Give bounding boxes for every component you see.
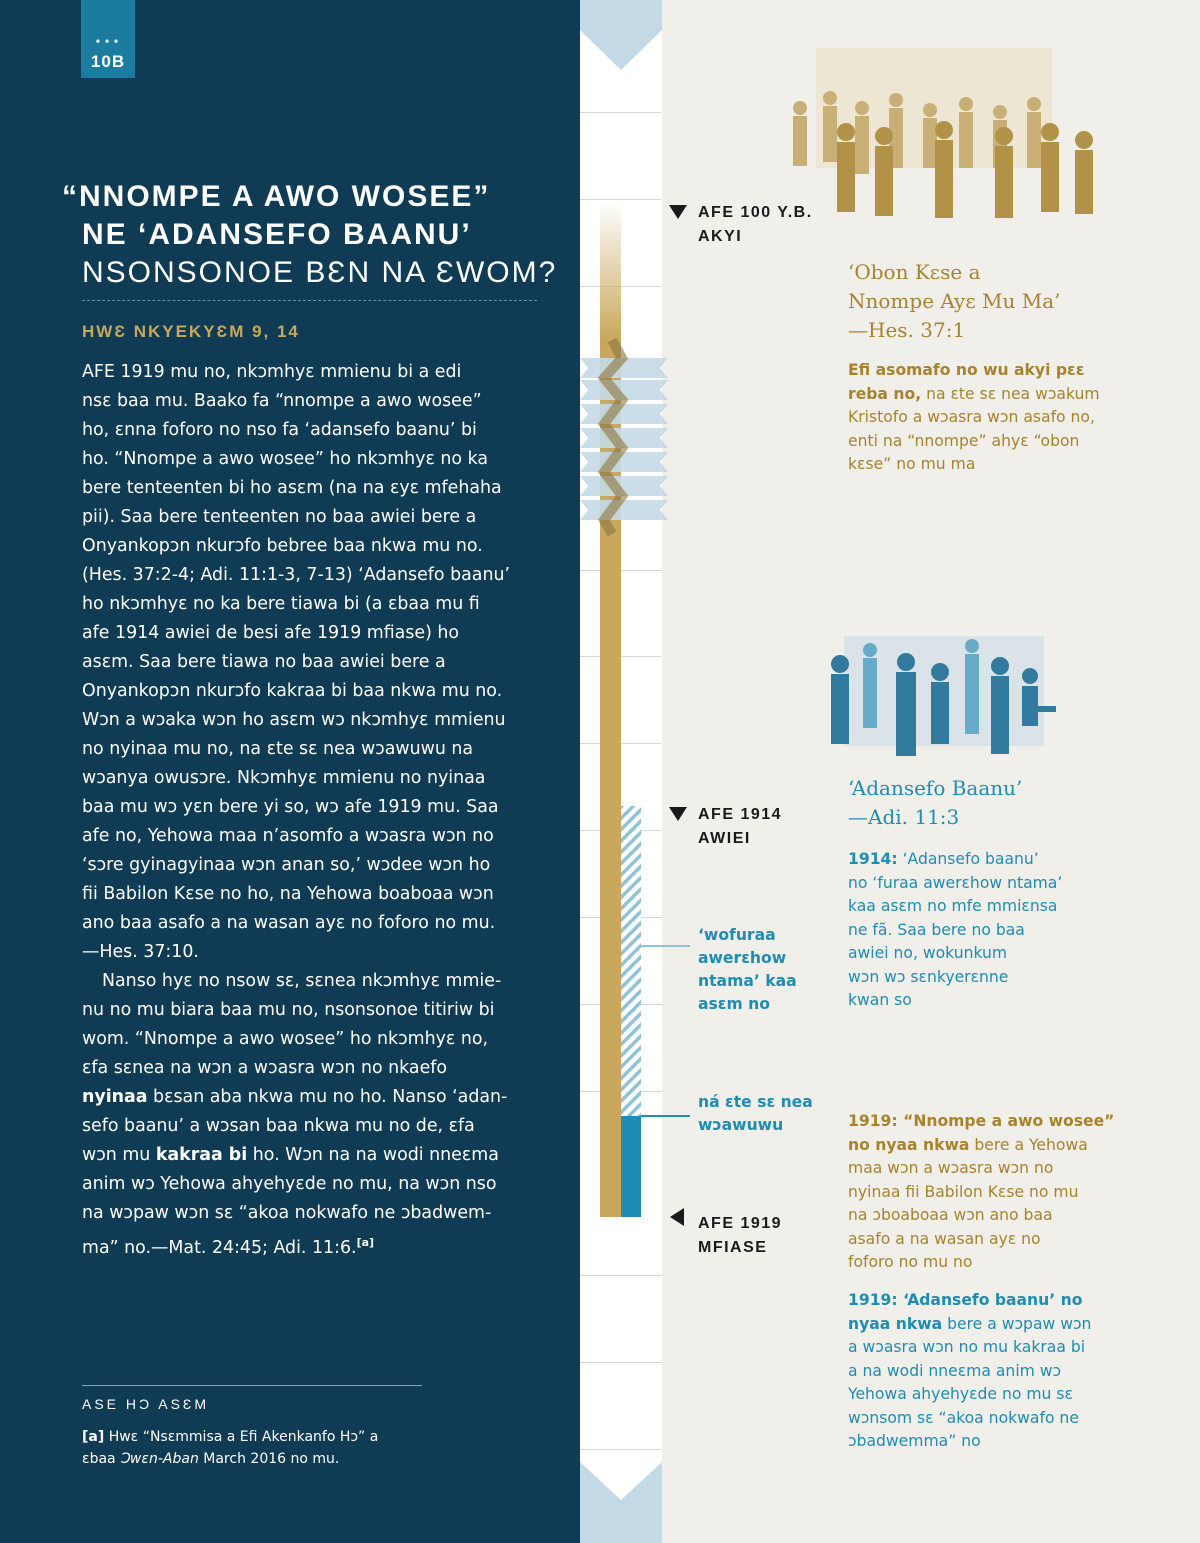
body-line: Onyankopɔn nkurɔfo kakraa bi baa nkwa mu no. — [82, 681, 503, 701]
zigzag-bands — [580, 340, 668, 534]
text-line: kɛse” no mu ma — [848, 455, 976, 473]
label-line: AWIEI — [698, 830, 751, 847]
body-line: no nyinaa mu no, na ɛte sɛ nea wɔawuwu na — [82, 739, 474, 759]
body-line: na wɔpaw wɔn sɛ “akoa nokwafo ne ɔbadwem- — [82, 1203, 492, 1223]
text-line: nyinaa fii Babilon Kɛse no mu — [848, 1182, 1079, 1201]
reference-label: HWƐ NKYEKYƐM 9, 14 — [82, 322, 300, 341]
text-fragment: na ɛte sɛ nea wɔakum — [921, 384, 1100, 403]
bold-lead: 1919: ‘Adansefo baanu’ no — [848, 1291, 1083, 1309]
footnote-mark: [a] — [82, 1429, 105, 1445]
body-line: pii). Saa bere tenteenten no baa awiei bere a — [82, 507, 477, 527]
text-line: kaa asɛm no mfe mmiɛnsa — [848, 897, 1058, 915]
body-line: ɛfa sɛnea na wɔn a wɔasra wɔn no nkaefo — [82, 1058, 448, 1078]
top-chevron — [580, 0, 662, 70]
text-fragment: bere a Yehowa — [969, 1135, 1088, 1154]
two-witnesses-text — [848, 848, 1062, 1013]
bottom-chevron — [580, 1462, 662, 1543]
dead-note — [698, 1091, 813, 1137]
title-line-1: “NNOMPE A AWO WOSEE” — [62, 180, 491, 213]
event-1919-bones — [848, 1110, 1114, 1275]
body-line: (Hes. 37:2-4; Adi. 11:1-3, 7-13) ‘Adansefo baanu’ — [82, 565, 511, 585]
footnote-fragment: March 2016 no mu. — [198, 1451, 340, 1467]
bold-lead: reba no, — [848, 384, 922, 403]
text-line: awiei no, wokunkum — [848, 944, 1008, 962]
dry-bones-title — [848, 258, 1100, 345]
bold-lead: 1919: “Nnompe a awo wosee” — [848, 1112, 1115, 1130]
witnesses-illustration — [831, 636, 1056, 756]
body-line: Wɔn a wɔaka wɔn ho asɛm wɔ nkɔmhyɛ mmienu — [82, 710, 506, 730]
body-line: AFE 1919 mu no, nkɔmhyɛ mmienu bi a edi — [82, 362, 462, 382]
title-line: ‘Adansefo Baanu’ — [848, 776, 1023, 800]
title-line: Nnompe Ayɛ Mu Ma’ — [848, 289, 1061, 313]
timeline-label-1919 — [698, 1212, 782, 1260]
text-line: foforo no mu no — [848, 1253, 973, 1271]
text-line: Yehowa ahyehyɛde no mu sɛ — [848, 1385, 1073, 1403]
timeline-bar-fade — [600, 200, 621, 340]
emphasis-bold: kakraa bi — [155, 1145, 248, 1165]
body-line: ho, ɛnna foforo no nso fa ‘adansefo baanu’ bi — [82, 420, 477, 440]
text-line: na ɔboaboaa wɔn ano baa — [848, 1206, 1053, 1224]
text-line: kwan so — [848, 991, 912, 1009]
timeline-bar-hatched — [621, 806, 641, 1116]
bold-lead: nyaa nkwa — [848, 1314, 943, 1333]
text-line — [848, 383, 1100, 407]
note-line: ‘wofuraa — [698, 926, 776, 944]
text-fragment: ‘Adansefo baanu’ — [897, 850, 1039, 868]
bold-lead: 1914: — [848, 850, 898, 868]
body-line: ‘sɔre gyinagyinaa wɔn anan so,’ wɔdee wɔn ho — [82, 855, 491, 875]
note-line: ná ɛte sɛ nea — [698, 1093, 813, 1111]
note-line: awerɛhow — [698, 949, 787, 967]
label-line: MFIASE — [698, 1239, 768, 1256]
timeline-label-1914 — [698, 803, 782, 851]
title-line: —Hes. 37:1 — [848, 318, 966, 342]
footnote-link[interactable]: [a] — [356, 1236, 375, 1249]
body-line: baa mu wɔ yɛn bere yi so, wɔ afe 1919 mu. Saa — [82, 797, 499, 817]
text-line — [848, 1134, 1114, 1158]
body-line: Onyankopɔn nkurɔfo bebree baa nkwa mu no. — [82, 536, 483, 556]
text-line: no ‘furaa awerɛhow ntama’ — [848, 873, 1063, 892]
body-fragment: wɔn mu — [82, 1145, 156, 1165]
label-line: AFE 1914 — [698, 806, 783, 823]
body-line: nu no mu biara baa mu no, nsonsonoe titiriw bi — [82, 1000, 495, 1020]
note-line: wɔawuwu — [698, 1116, 784, 1134]
label-line: AFE 1919 — [698, 1215, 783, 1232]
tab-dots: ••• — [94, 35, 122, 49]
text-line: a na wodi nneɛma anim wɔ — [848, 1361, 1062, 1380]
text-line: asafo a na wasan ayɛ no — [848, 1229, 1041, 1248]
body-fragment: ma” no.—Mat. 24:45; Adi. 11:6. — [82, 1237, 357, 1258]
footnote-italic: Ɔwɛn-Aban — [120, 1451, 199, 1467]
text-line: enti na “nnompe” ahyɛ “obon — [848, 431, 1080, 450]
label-line: AFE 100 Y.B. — [698, 204, 813, 221]
body-line: ho. “Nnompe a awo wosee” ho nkɔmhyɛ no ka — [82, 449, 489, 469]
title-line-2: NE ‘ADANSEFO BAANU’ — [82, 218, 472, 251]
sackcloth-note — [698, 924, 797, 1016]
text-line: Kristofo a wɔasra wɔn asafo no, — [848, 408, 1095, 426]
note-line: ntama’ kaa — [698, 972, 797, 990]
text-fragment: bere a wɔpaw wɔn — [942, 1314, 1092, 1333]
text-line — [848, 848, 1062, 872]
footnote-fragment: Hwɛ “Nsɛmmisa a Efi Akenkanfo Hɔ” a — [104, 1429, 379, 1445]
body-line: afe no, Yehowa maa n’asomfo a wɔasra wɔn no — [82, 826, 494, 846]
body-line: wɔanya owusɔre. Nkɔmhyɛ mmienu no nyinaa — [82, 768, 486, 788]
title-line: —Adi. 11:3 — [848, 805, 960, 829]
body-line: fii Babilon Kɛse no ho, na Yehowa boaboaa wɔn — [82, 884, 494, 904]
title-line: ‘Obon Kɛse a — [848, 260, 981, 284]
bold-lead: no nyaa nkwa — [848, 1135, 970, 1154]
body-line: asɛm. Saa bere tiawa no baa awiei bere a — [82, 652, 446, 672]
footnote-heading: ASE HƆ ASƐM — [82, 1396, 210, 1412]
event-1919-witnesses — [848, 1289, 1091, 1454]
body-fragment: ho. Wɔn na na wodi nneɛma — [247, 1145, 499, 1165]
arrow-down-icon — [669, 205, 687, 219]
crowd-illustration — [793, 48, 1093, 218]
timeline-label-100 — [698, 201, 813, 249]
text-line: a wɔasra wɔn no mu kakraa bi — [848, 1338, 1086, 1356]
emphasis-bold: nyinaa — [82, 1087, 148, 1107]
footnote-fragment: ɛbaa — [82, 1451, 121, 1467]
text-line: maa wɔn a wɔasra wɔn no — [848, 1159, 1054, 1177]
bold-lead: Efi asomafo no wu akyi pɛɛ — [848, 361, 1085, 379]
note-line: asɛm no — [698, 995, 770, 1013]
tab-label: 10B — [90, 52, 126, 71]
text-line: wɔnsom sɛ “akoa nokwafo ne — [848, 1408, 1079, 1427]
text-line — [848, 1313, 1091, 1337]
body-line: bere tenteenten bi ho asɛm (na na ɛyɛ mfehaha — [82, 478, 502, 498]
text-line — [848, 1110, 1114, 1134]
two-witnesses-title — [848, 774, 1062, 832]
body-line: ho nkɔmhyɛ no ka bere tiawa bi (a ɛbaa mu fi — [82, 594, 480, 614]
body-line: —Hes. 37:10. — [82, 942, 199, 962]
dry-bones-text — [848, 359, 1100, 477]
body-line: anim wɔ Yehowa ahyehyɛde no mu, na wɔn nso — [82, 1174, 497, 1194]
two-witnesses-block — [848, 774, 1062, 1013]
body-line: afe 1914 awiei de besi afe 1919 mfiase) ho — [82, 623, 460, 643]
text-line: ɔbadwemma” no — [848, 1432, 981, 1450]
body-line: wom. “Nnompe a awo wosee” ho nkɔmhyɛ no, — [82, 1029, 489, 1049]
text-line — [848, 359, 1100, 383]
arrow-left-icon — [670, 1208, 684, 1226]
body-line: sefo baanu’ a wɔsan baa nkwa mu no de, ɛfa — [82, 1116, 475, 1136]
body-line: ano baa asafo a na wasan ayɛ no foforo no mu. — [82, 913, 496, 933]
title-line-3: NSONSONOE BƐN NA ƐWOM? — [82, 256, 558, 289]
body-fragment: bɛsan aba nkwa mu no ho. Nanso ‘adan- — [147, 1087, 508, 1107]
body-line: nsɛ baa mu. Baako fa “nnompe a awo wosee” — [82, 391, 482, 411]
text-line: wɔn wɔ sɛnkyerɛnne — [848, 967, 1009, 986]
body-line: Nanso hyɛ no nsow sɛ, sɛnea nkɔmhyɛ mmie- — [102, 971, 502, 991]
text-line — [848, 1289, 1091, 1313]
label-line: AKYI — [698, 228, 743, 245]
timeline-bar-blue — [621, 1116, 641, 1217]
dry-bones-block — [848, 258, 1100, 477]
text-line: ne fã. Saa bere no baa — [848, 920, 1025, 939]
arrow-down-icon — [669, 807, 687, 821]
